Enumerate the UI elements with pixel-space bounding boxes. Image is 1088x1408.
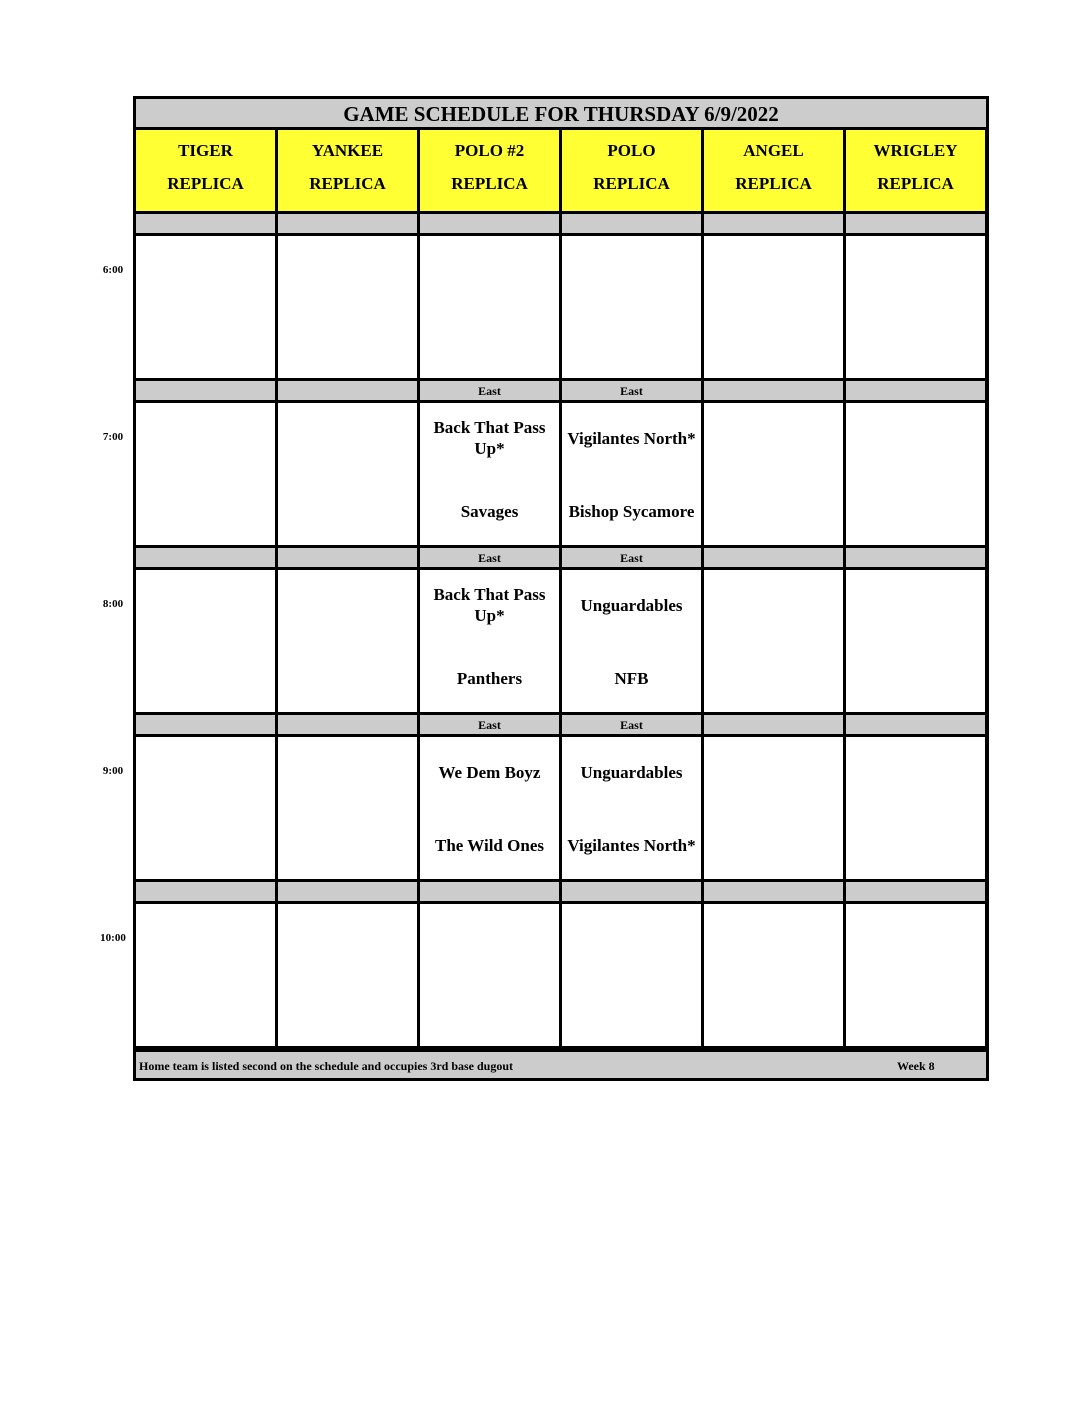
schedule-sheet [133,96,989,1081]
division-band [136,548,275,567]
game-cell [846,403,985,545]
week-label: Week 8 [897,1059,935,1073]
division-band [846,548,985,567]
division-band [278,882,417,901]
game-cell [562,403,701,545]
division-band [420,882,559,901]
game-cell [846,236,985,378]
game-cell [420,403,559,545]
home-team: Panthers [456,669,523,688]
division-band [704,214,843,233]
division-band: East [562,381,701,400]
field-header [846,130,985,211]
away-team: Back That Pass Up* [433,418,546,458]
home-team: Savages [460,502,519,521]
field-name: ANGEL [743,141,804,160]
division-band: East [420,548,559,567]
game-cell [136,236,275,378]
division-band: East [420,715,559,734]
away-team: Unguardables [580,763,683,782]
field-header [704,130,843,211]
division-band: East [420,381,559,400]
field-subtitle: REPLICA [309,174,386,193]
division-band [278,214,417,233]
field-header [278,130,417,211]
field-header [420,130,559,211]
away-team: Back That Pass Up* [433,585,546,625]
time-label: 10:00 [100,932,126,944]
game-cell [278,236,417,378]
division-band [562,214,701,233]
game-cell [278,737,417,879]
division-band [846,882,985,901]
home-team: NFB [614,669,649,688]
field-subtitle: REPLICA [593,174,670,193]
game-cell [562,570,701,712]
home-team: The Wild Ones [435,836,544,855]
time-label: 7:00 [102,431,124,443]
field-header [136,130,275,211]
game-cell [278,904,417,1046]
game-cell [420,904,559,1046]
away-team: We Dem Boyz [438,763,541,782]
home-team: Bishop Sycamore [568,502,695,521]
game-cell [278,570,417,712]
division-band [704,548,843,567]
field-subtitle: REPLICA [877,174,954,193]
game-cell [136,904,275,1046]
game-cell [704,904,843,1046]
game-cell [846,570,985,712]
time-label: 9:00 [102,765,124,777]
footer-note: Home team is listed second on the schedule and occupies 3rd base dugout [139,1059,514,1073]
game-cell [562,904,701,1046]
game-cell [846,737,985,879]
field-name: POLO [607,141,656,160]
game-cell [136,737,275,879]
game-cell [136,570,275,712]
game-cell [704,737,843,879]
game-cell [420,570,559,712]
division-band [704,882,843,901]
division-band [704,715,843,734]
time-label: 6:00 [102,264,124,276]
field-name: WRIGLEY [873,141,958,160]
division-band [846,214,985,233]
division-band [846,381,985,400]
division-band [136,214,275,233]
schedule-title: GAME SCHEDULE FOR THURSDAY 6/9/2022 [136,99,986,127]
game-cell [278,403,417,545]
game-cell [420,236,559,378]
away-team: Vigilantes North* [567,429,696,448]
division-band [278,381,417,400]
division-band [278,715,417,734]
game-cell [562,737,701,879]
field-subtitle: REPLICA [451,174,528,193]
division-band [420,214,559,233]
field-subtitle: REPLICA [167,174,244,193]
game-cell [846,904,985,1046]
field-name: POLO #2 [454,141,525,160]
game-cell [704,403,843,545]
game-cell [136,403,275,545]
division-band [136,715,275,734]
division-band [846,715,985,734]
division-band: East [562,548,701,567]
division-band [562,882,701,901]
game-cell [704,570,843,712]
division-band [136,381,275,400]
field-header [562,130,701,211]
game-cell [420,737,559,879]
division-band: East [562,715,701,734]
game-cell [704,236,843,378]
division-band [278,548,417,567]
division-band [136,882,275,901]
time-label: 8:00 [102,598,124,610]
game-cell [562,236,701,378]
home-team: Vigilantes North* [567,836,696,855]
away-team: Unguardables [580,596,683,615]
division-band [704,381,843,400]
field-name: YANKEE [311,141,384,160]
schedule-footer [136,1052,986,1078]
field-name: TIGER [178,141,233,160]
field-subtitle: REPLICA [735,174,812,193]
